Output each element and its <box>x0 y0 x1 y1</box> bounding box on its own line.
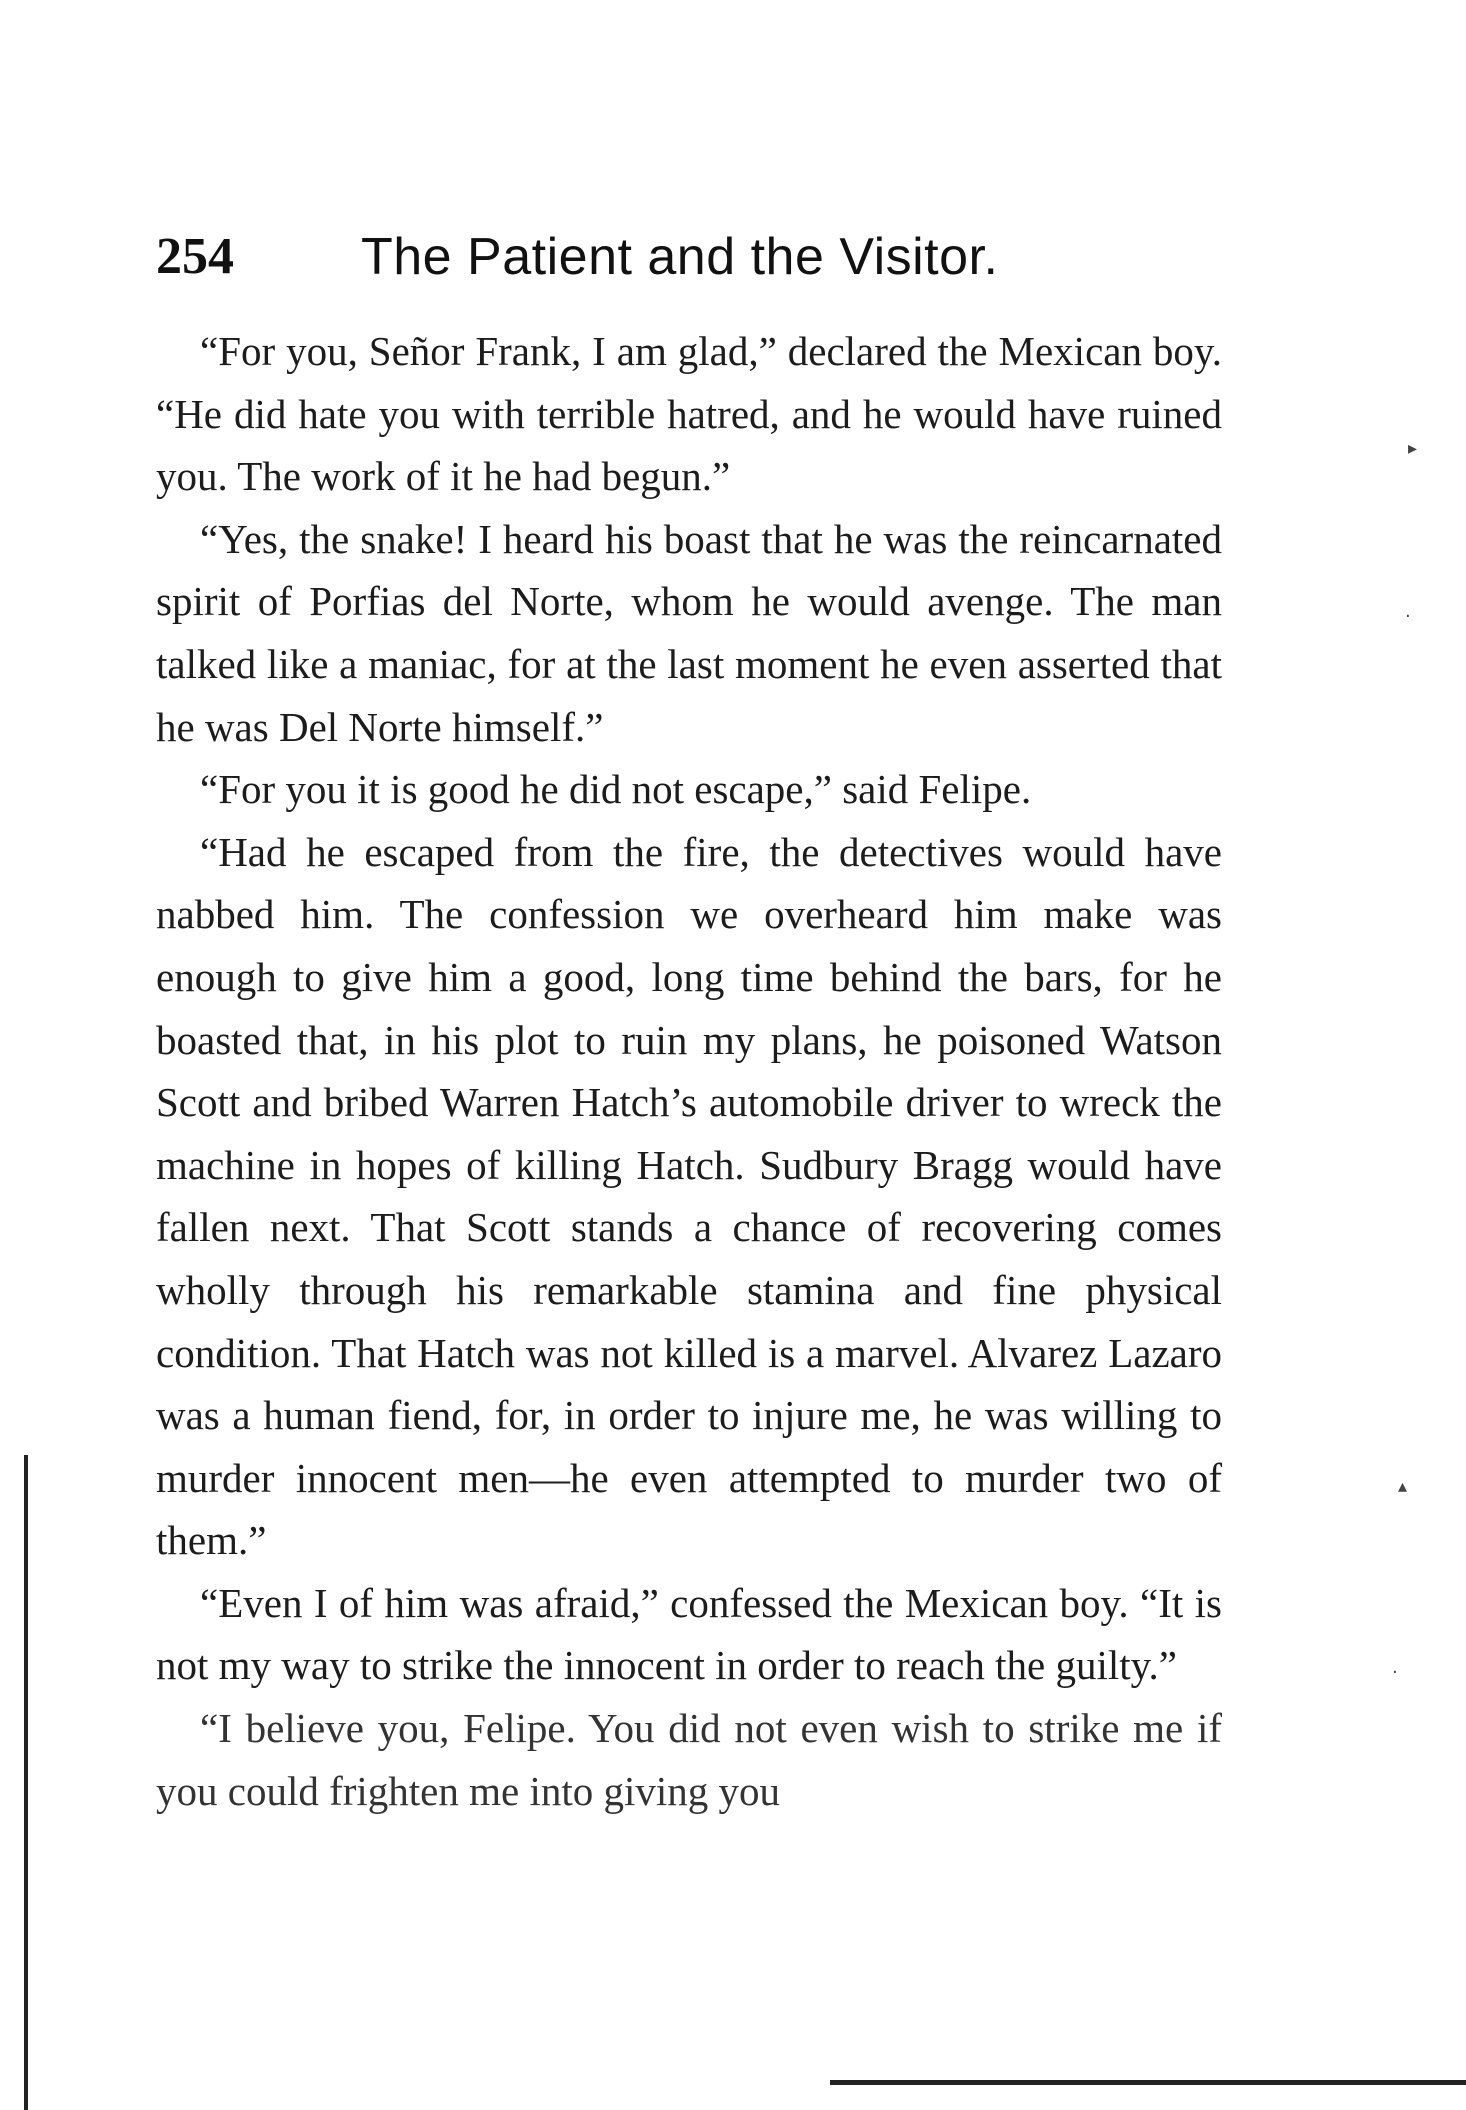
running-title: The Patient and the Visitor. <box>361 228 999 286</box>
scan-speck: · <box>1392 1662 1398 1683</box>
paragraph: “For you it is good he did not escape,” said Felipe. <box>200 766 1032 813</box>
paragraph: “Yes, the snake! I heard his boast that he was the reincarnated spirit of Porfias del Norte, whom he would avenge. The man talked like a maniac, for at the last moment he even asserted that he was Del Norte himself.” <box>156 515 1222 750</box>
paragraph: “For you, Señor Frank, I am glad,” declared the Mexican boy. “He did hate you with terrible hatred, and he would have ruined you. The work of it he had begun.” <box>156 328 1222 500</box>
running-head <box>156 222 1226 292</box>
paragraph: “Had he escaped from the fire, the detectives would have nabbed him. The confession we overheard him make was enough to give him a good, long time behind the bars, for he boasted that, in his plot to ruin my plans, he poisoned Watson Scott and bribed Warren Hatch’s automobile driver to wreck the machine in hopes of killing Hatch. Sudbury Bragg would have fallen next. That Scott stands a chance of recovering comes wholly through his remarkable stamina and fine physical condition. That Hatch was not killed is a marvel. Alvarez Lazaro was a human fiend, for, in order to injure me, he was willing to murder innocent men—he even attempted to murder two of them.” <box>156 828 1222 1564</box>
scan-speck: · <box>1405 606 1411 627</box>
scan-speck: ▸ <box>1408 438 1418 459</box>
scan-edge-line <box>24 1455 28 2110</box>
scan-speck: ▴ <box>1398 1476 1408 1497</box>
paragraph-cut-off: “I believe you, Felipe. You did not even wish to strike me if you could frighten me into giving you <box>156 1705 1222 1814</box>
scan-bottom-line <box>830 2080 1466 2085</box>
body-text <box>156 320 1222 1822</box>
paragraph: “Even I of him was afraid,” confessed the Mexican boy. “It is not my way to strike the innocent in order to reach the guilty.” <box>156 1579 1222 1689</box>
page-number: 254 <box>156 228 234 285</box>
